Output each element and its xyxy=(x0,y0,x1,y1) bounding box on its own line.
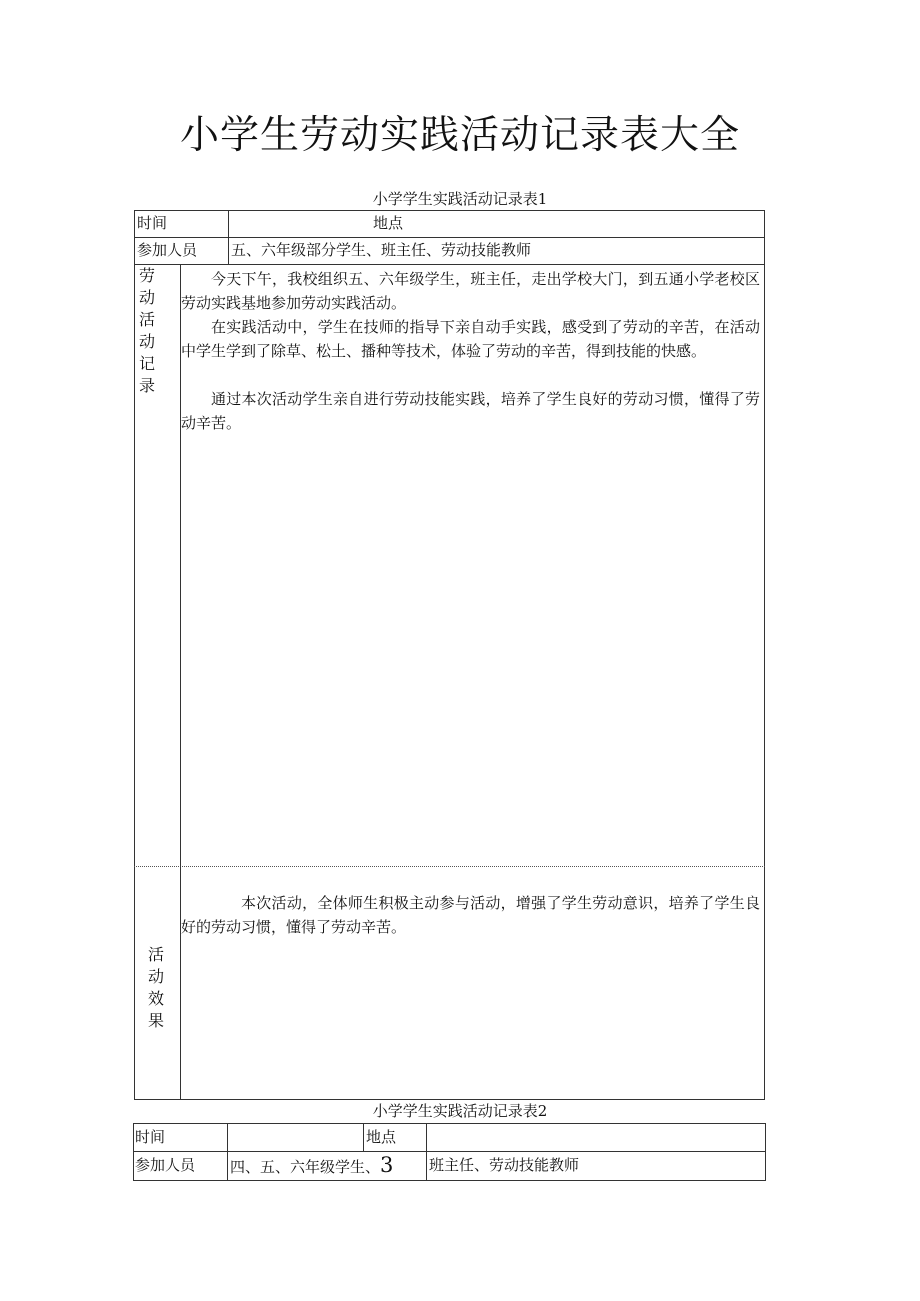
document-title: 小学生劳动实践活动记录表大全 xyxy=(179,113,740,158)
table1-caption: 小学学生实践活动记录表1 xyxy=(372,190,548,208)
table1-record-paragraph: 通过本次活动学生亲自进行劳动技能实践，培养了学生良好的劳动习惯，懂得了劳动辛苦。 xyxy=(181,390,760,432)
table1-place-label: 地点 xyxy=(373,214,404,232)
table2-participants-label: 参加人员 xyxy=(135,1156,196,1174)
table1-record-paragraph: 今天下午，我校组织五、六年级学生，班主任，走出学校大门，到五通小学老校区劳动实践基地参加劳动实践活动。 xyxy=(181,270,760,312)
table2-col-divider xyxy=(363,1123,364,1151)
table2-participants-value-b: 班主任、劳动技能教师 xyxy=(429,1156,580,1174)
table1-record-label: 劳动活动记录 xyxy=(138,266,155,395)
table1-time-label: 时间 xyxy=(137,214,168,232)
table2-participants-count: 3 xyxy=(380,1153,394,1177)
table2-col-divider xyxy=(426,1123,427,1181)
table2-participants-value-a: 四、五、六年级学生、3 xyxy=(230,1153,394,1177)
table2-place-label: 地点 xyxy=(366,1128,397,1146)
table1-participants-label: 参加人员 xyxy=(137,241,198,259)
table2-time-label: 时间 xyxy=(135,1128,166,1146)
table1-effect-paragraph: 本次活动，全体师生积极主动参与活动，增强了学生劳动意识，培养了学生良好的劳动习惯，懂得了劳动辛苦。 xyxy=(181,894,760,936)
table1-participants-value: 五、六年级部分学生、班主任、劳动技能教师 xyxy=(231,241,532,259)
table1-col-divider xyxy=(228,210,229,264)
table2-col-divider xyxy=(227,1123,228,1181)
table1-effect-label: 活动效果 xyxy=(147,945,164,1030)
table2-caption: 小学学生实践活动记录表2 xyxy=(372,1102,548,1120)
table1-record-paragraph: 在实践活动中，学生在技师的指导下亲自动手实践，感受到了劳动的辛苦，在活动中学生学到了除草、松土、播种等技术，体验了劳动的辛苦，得到技能的快感。 xyxy=(181,318,760,360)
table1-row-divider xyxy=(134,866,765,867)
table1-row-divider xyxy=(134,264,765,265)
